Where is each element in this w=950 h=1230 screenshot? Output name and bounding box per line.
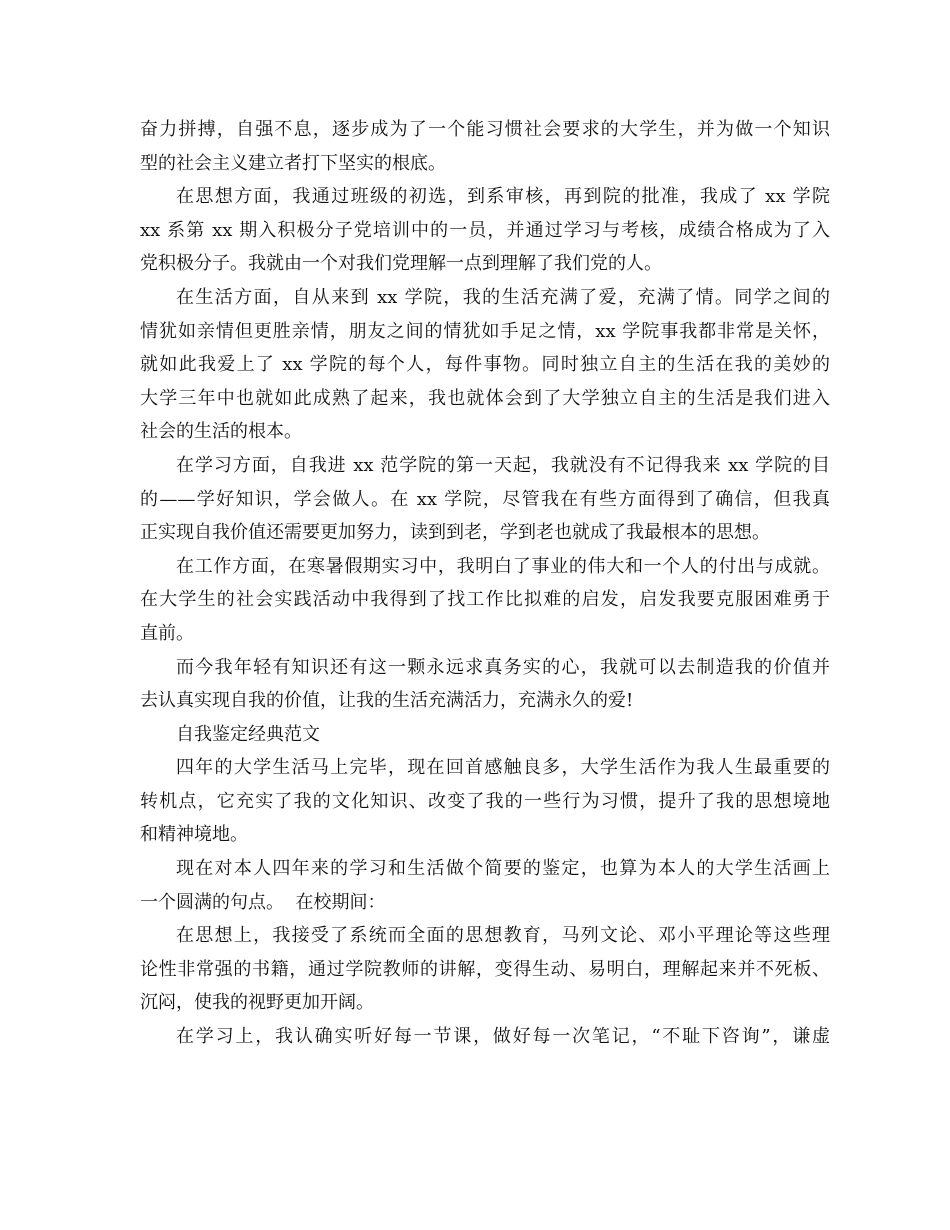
text-line: 和精神境地。 bbox=[140, 824, 248, 846]
paragraph-start-line: 现在对本人四年来的学习和生活做个简要的鉴定，也算为本人的大学生活画上 bbox=[176, 858, 830, 880]
text-line: xx 系第 xx 期入积极分子党培训中的一员，并通过学习与考核，成绩合格成为了入 bbox=[140, 219, 830, 241]
paragraph-start-line: 在工作方面，在寒暑假期实习中，我明白了事业的伟大和一个人的付出与成就。 bbox=[176, 555, 830, 577]
text-line: 社会的生活的根本。 bbox=[140, 421, 302, 443]
document-body bbox=[140, 113, 830, 1054]
paragraph-start-line: 四年的大学生活马上完毕，现在回首感触良多，大学生活作为我人生最重要的 bbox=[176, 757, 830, 779]
text-line: 党积极分子。我就由一个对我们党理解一点到理解了我们党的人。 bbox=[140, 253, 662, 275]
text-line: 就如此我爱上了 xx 学院的每个人，每件事物。同时独立自主的生活在我的美妙的 bbox=[140, 354, 830, 376]
paragraph-start-line: 在思想方面，我通过班级的初选，到系审核，再到院的批准，我成了 xx 学院 bbox=[176, 186, 830, 208]
paragraph-start-line: 在学习上，我认确实听好每一节课，做好每一次笔记，“不耻下咨询”，谦虚 bbox=[176, 1026, 830, 1048]
paragraph-start-line: 而今我年轻有知识还有这一颗永远求真务实的心，我就可以去制造我的价值并 bbox=[176, 656, 830, 678]
text-line: 型的社会主义建立者打下坚实的根底。 bbox=[140, 152, 446, 174]
text-line: 在大学生的社会实践活动中我得到了找工作比拟难的启发，启发我要克服困难勇于 bbox=[140, 589, 830, 611]
paragraph-start-line: 在思想上，我接受了系统而全面的思想教育，马列文论、邓小平理论等这些理 bbox=[176, 925, 830, 947]
text-line: 论性非常强的书籍，通过学院教师的讲解，变得生动、易明白，理解起来并不死板、 bbox=[140, 958, 830, 980]
text-line: 情犹如亲情但更胜亲情，朋友之间的情犹如手足之情，xx 学院事我都非常是关怀， bbox=[140, 320, 830, 342]
text-line: 去认真实现自我的价值，让我的生活充满活力，充满永久的爱! bbox=[140, 690, 634, 712]
text-line: 直前。 bbox=[140, 622, 194, 644]
section-heading: 自我鉴定经典范文 bbox=[176, 723, 320, 745]
text-line: 正实现自我价值还需要更加努力，读到到老，学到老也就成了我最根本的思想。 bbox=[140, 522, 770, 544]
text-line: 一个圆满的句点。 在校期间： bbox=[140, 891, 386, 913]
paragraph-start-line: 在学习方面，自我进 xx 范学院的第一天起，我就没有不记得我来 xx 学院的目 bbox=[176, 454, 830, 476]
text-line: 转机点，它充实了我的文化知识、改变了我的一些行为习惯，提升了我的思想境地 bbox=[140, 790, 830, 812]
text-line: 大学三年中也就如此成熟了起来，我也就体会到了大学独立自主的生活是我们进入 bbox=[140, 387, 830, 409]
text-line: 沉闷，使我的视野更加开阔。 bbox=[140, 992, 374, 1014]
text-line: 的——学好知识，学会做人。在 xx 学院，尽管我在有些方面得到了确信，但我真 bbox=[140, 488, 830, 510]
paragraph-start-line: 在生活方面，自从来到 xx 学院，我的生活充满了爱，充满了情。同学之间的 bbox=[176, 286, 830, 308]
text-line: 奋力拼搏，自强不息，逐步成为了一个能习惯社会要求的大学生，并为做一个知识 bbox=[140, 119, 830, 140]
